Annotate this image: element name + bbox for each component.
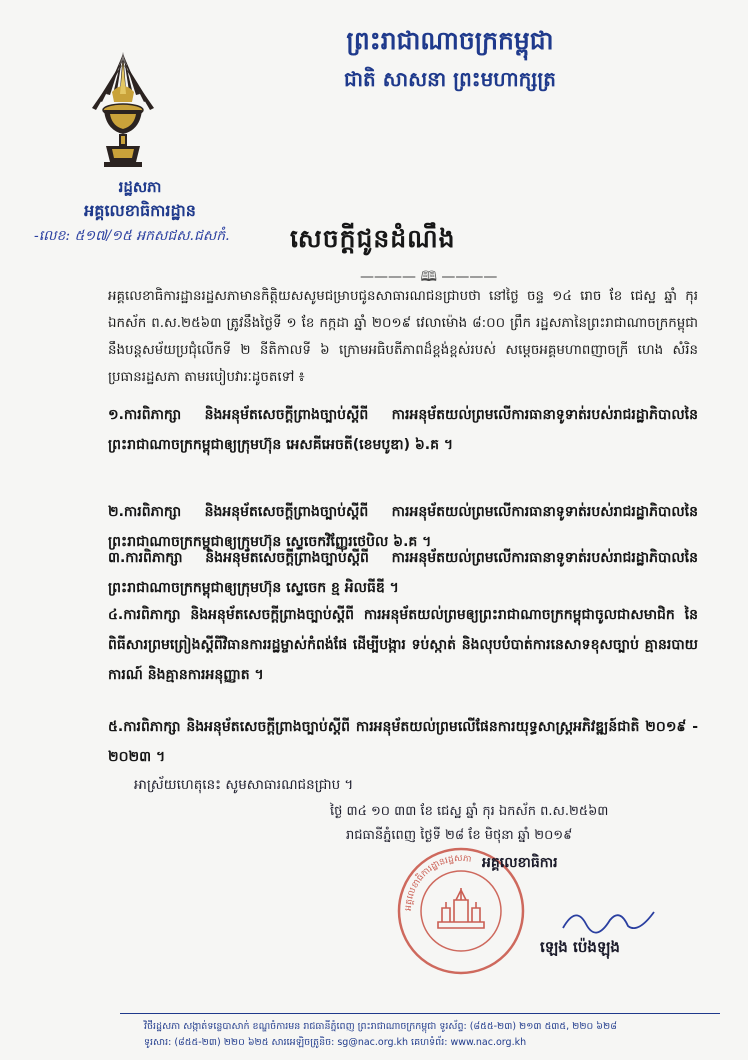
reference-number: -លេខ: ៥១៧/១៥ អកសជស.ជសកំ. xyxy=(34,228,230,244)
handwritten-signature xyxy=(558,900,668,940)
seal-ring-text: អគ្គលេខាធិការដ្ឋានរដ្ឋសភា xyxy=(403,853,472,912)
agenda-item: ៥.ការពិភាក្សា និងអនុម័តសេចក្តីព្រាងច្បាប់ស្តីពី ការអនុម័តយល់ព្រមលើផែនការយុទ្ធសាស្ត្រអភិវឌ្ឍន៍ជាតិ ២០១៩ - ២០២៣ ។ xyxy=(108,719,698,765)
agenda-item: ២.ការពិភាក្សា និងអនុម័តសេចក្តីព្រាងច្បាប់ស្តីពី ការអនុម័តយល់ព្រមលើការធានាទូទាត់របស់រាជរដ្ឋាភិបាលនៃព្រះរាជាណាចក្រកម្ពុជាឲ្យក្រុមហ៊ុន ស្ទេចេកវិញ្ញែរថេបិល ៦.គ ។ xyxy=(108,504,698,550)
signature-title: អគ្គលេខាធិការ xyxy=(482,855,558,871)
footer-contact: ទូរសារ: (៨៥៥-២៣) ២២០ ៦២៥ សារអេឡិចត្រូនិច: sg@nac.org.kh គេហទំព័រ: www.nac.org.kh xyxy=(144,1037,527,1048)
angkor-temple-icon xyxy=(438,888,484,928)
svg-text:អគ្គលេខាធិការដ្ឋានរដ្ឋសភា xyxy=(404,854,472,911)
motto-heading: ជាតិ សាសនា ព្រះមហាក្សត្រ xyxy=(344,67,556,91)
org-name: រដ្ឋសភា xyxy=(118,178,162,196)
national-assembly-emblem xyxy=(82,50,164,168)
org-department: អគ្គលេខាធិការដ្ឋាន xyxy=(84,201,196,220)
agenda-item: ១.ការពិភាក្សា និងអនុម័តសេចក្តីព្រាងច្បាប់ស្តីពី ការអនុម័តយល់ព្រមលើការធានាទូទាត់របស់រាជរដ្ឋាភិបាលនៃព្រះរាជាណាចក្រកម្ពុជាឲ្យក្រុមហ៊ុន អេសគីអេចតី(ខេមបូឌា) ៦.គ ។ xyxy=(108,407,698,453)
document-title: សេចក្តីជូនដំណឹង xyxy=(290,224,456,253)
footer-divider xyxy=(120,1013,720,1014)
kingdom-heading: ព្រះរាជាណាចក្រកម្ពុជា xyxy=(346,26,554,55)
lunar-date: ថ្ងៃ ៣៤ ១០ ៣៣ ខែ ជេស្ឋ ឆ្នាំ កុរ ឯកស័ក ព.ស.២៥៦៣ xyxy=(330,804,609,819)
agenda-item: ៤.ការពិភាក្សា និងអនុម័តសេចក្តីព្រាងច្បាប់ស្តីពី ការអនុម័តយល់ព្រមឲ្យព្រះរាជាណាចក្រកម្ពុជាចូលជាសមាជិក នៃពិធីសារព្រមព្រៀងស្តីពីវិធានការរដ្ឋម្ចាស់កំពង់ផែ ដើម្បីបង្ការ ទប់ស្កាត់ និងលុបបំបាត់ការនេសាទខុសច្បាប់ គ្មានរបាយការណ៍ និងគ្មានការអនុញ្ញាត ។ xyxy=(108,607,698,683)
emblem-rays xyxy=(92,52,154,110)
emblem-cup xyxy=(103,104,143,167)
agenda-item: ៣.ការពិភាក្សា និងអនុម័តសេចក្តីព្រាងច្បាប់ស្តីពី ការអនុម័តយល់ព្រមលើការធានាទូទាត់របស់រាជរដ្ឋាភិបាលនៃព្រះរាជាណាចក្រកម្ពុជាឲ្យក្រុមហ៊ុន ស្ទេចេក ខ្ម អិលធីឌី ។ xyxy=(108,550,698,596)
signer-name: ឡេង ប៉េងឡុង xyxy=(540,938,620,956)
footer-address: វិថីរដ្ឋសភា សង្កាត់ទន្លេបាសាក់ ខណ្ឌចំការមន រាជធានីភ្នំពេញ ព្រះរាជាណាចក្រកម្ពុជា ទូរស័ព្ទ: (៨៥៥-២៣) ២១៣ ៥៣៥, ២២០ ៦២៨ xyxy=(144,1021,617,1032)
closing-sentence: អាស្រ័យហេតុនេះ សូមសាធារណជនជ្រាប ។ xyxy=(134,777,354,793)
solar-date: រាជធានីភ្នំពេញ ថ្ងៃទី ២៨ ខែ មិថុនា ឆ្នាំ ២០១៩ xyxy=(346,828,573,843)
title-ornament: ———— 🕮 ———— xyxy=(360,269,498,285)
intro-paragraph: អគ្គលេខាធិការដ្ឋានរដ្ឋសភាមានកិត្តិយសសូមជម្រាបជូនសាធារណជនជ្រាបថា នៅថ្ងៃ ចន្ទ ១៤ រោច ខែ ជេស្ឋ ឆ្នាំ កុរ ឯកស័ក ព.ស.២៥៦៣ ត្រូវនឹងថ្ងៃទី ១ ខែ កក្កដា ឆ្នាំ ២០១៩ វេលាម៉ោង ៨:០០ ព្រឹក រដ្ឋសភានៃព្រះរាជាណាចក្រកម្ពុជា នឹងបន្តសម័យប្រជុំលើកទី ២ នីតិកាលទី ៦ ក្រោមអធិបតីភាពដ៏ខ្ពង់ខ្ពស់របស់ សម្តេចអគ្គមហាពញាចក្រី ហេង សំរិន ប្រធានរដ្ឋសភា តាមរបៀបវារៈដូចតទៅ ៖ xyxy=(108,289,698,385)
